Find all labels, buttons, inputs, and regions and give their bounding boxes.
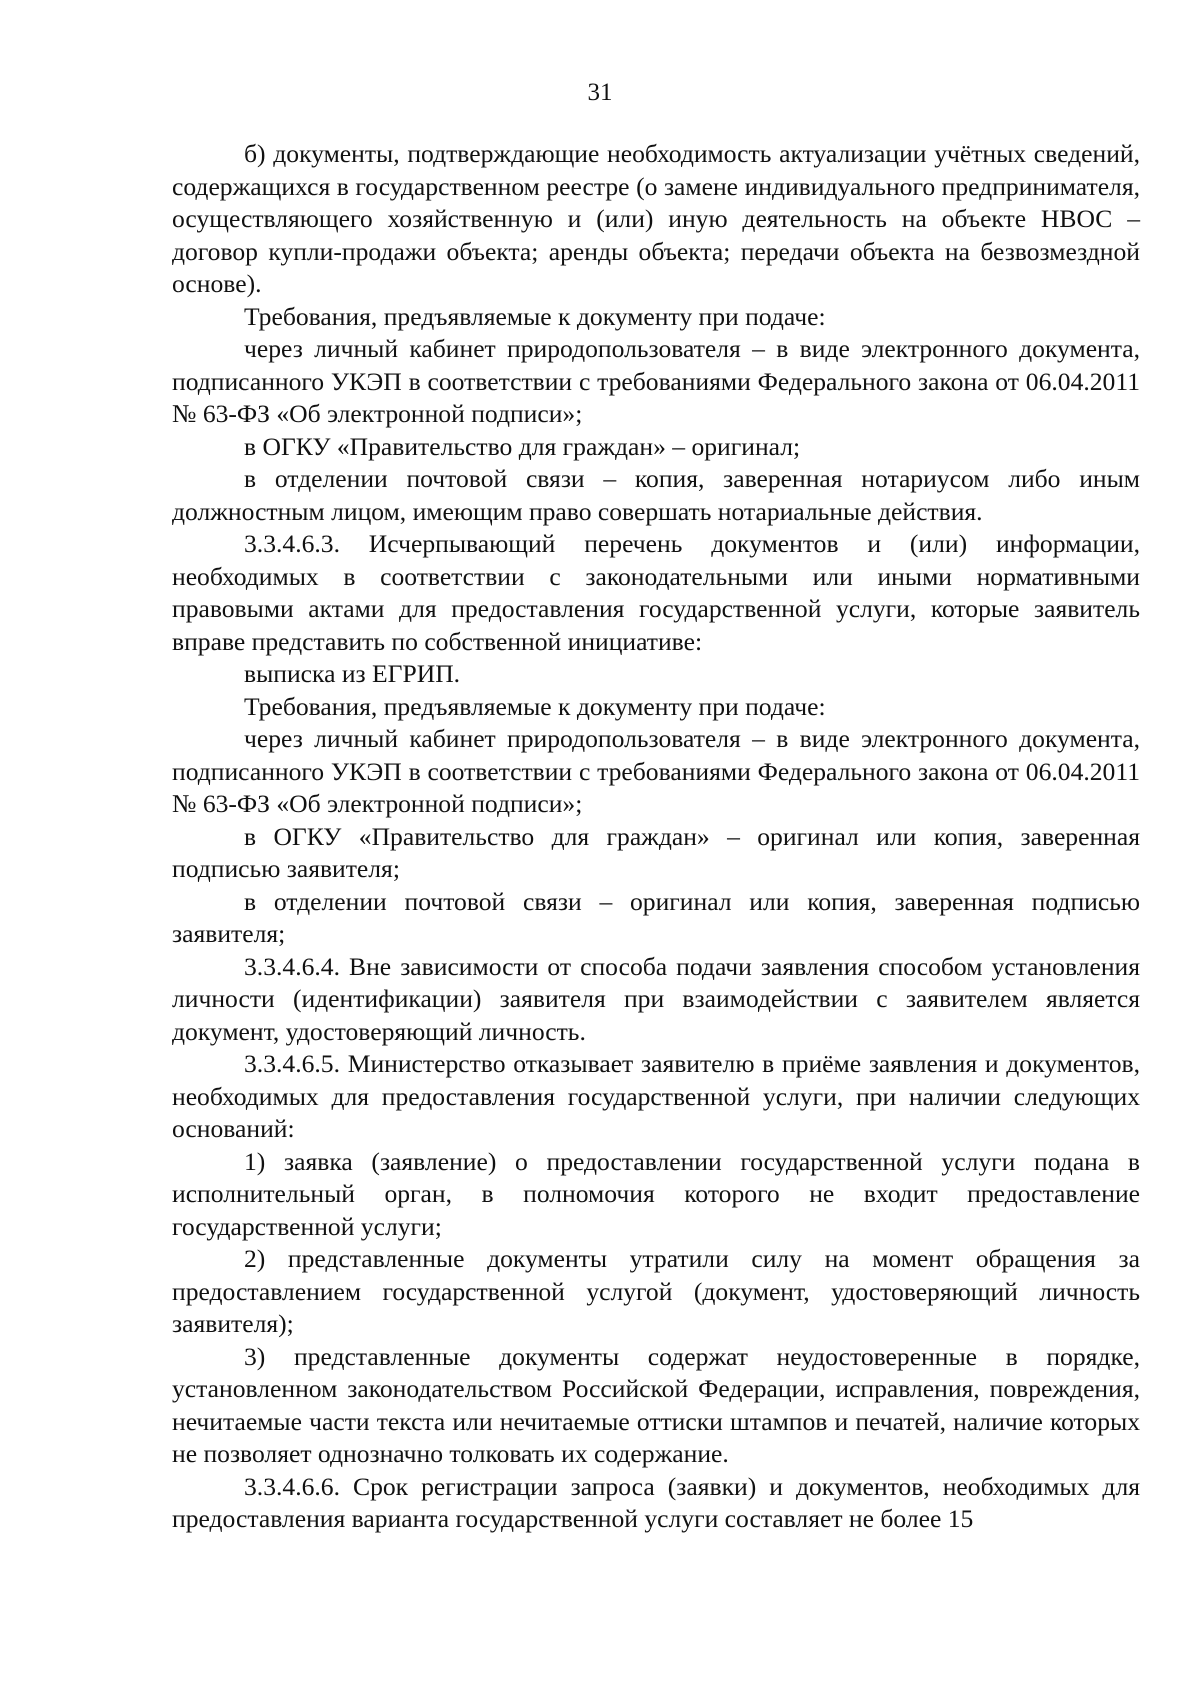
paragraph: 3.3.4.6.5. Министерство отказывает заявителю в приёме заявления и документов, необходимых для предоставления государственной услуги, при наличии следующих оснований:	[172, 1049, 1140, 1143]
page-number: 31	[587, 79, 613, 106]
paragraph: 3.3.4.6.3. Исчерпывающий перечень документов и (или) информации, необходимых в соответствии с законодательными или иными нормативными правовыми актами для предоставления государственной услуги, которые заявитель вправе представить по собственной инициативе:	[172, 529, 1140, 656]
paragraph: 3) представленные документы содержат неудостоверенные в порядке, установленном законодательством Российской Федерации, исправления, повреждения, нечитаемые части текста или нечитаемые оттиски штампов и печатей, наличие которых не позволяет однозначно толковать их содержание.	[172, 1341, 1140, 1468]
paragraph: 3.3.4.6.6. Срок регистрации запроса (заявки) и документов, необходимых для предоставления варианта государственной услуги составляет не более 15	[172, 1471, 1140, 1533]
paragraph: выписка из ЕГРИП.	[244, 659, 461, 688]
paragraph: в ОГКУ «Правительство для граждан» – оригинал или копия, заверенная подписью заявителя;	[172, 821, 1140, 883]
paragraph: в отделении почтовой связи – оригинал или копия, заверенная подписью заявителя;	[172, 886, 1140, 948]
paragraph: через личный кабинет природопользователя – в виде электронного документа, подписанного УКЭП в соответствии с требованиями Федерального закона от 06.04.2011 № 63-ФЗ «Об электронной подписи»;	[172, 724, 1140, 818]
paragraph: в ОГКУ «Правительство для граждан» – оригинал;	[244, 431, 801, 461]
paragraph: 1) заявка (заявление) о предоставлении государственной услуги подана в исполнительный орган, в полномочия которого не входит предоставление государственной услуги;	[172, 1146, 1140, 1241]
paragraph: через личный кабинет природопользователя – в виде электронного документа, подписанного УКЭП в соответствии с требованиями Федерального закона от 06.04.2011 № 63-ФЗ «Об электронной подписи»;	[172, 334, 1140, 428]
document-body	[172, 138, 1140, 1536]
paragraph: в отделении почтовой связи – копия, заверенная нотариусом либо иным должностным лицом, имеющим право совершать нотариальные действия.	[172, 464, 1140, 526]
paragraph: 2) представленные документы утратили силу на момент обращения за предоставлением государственной услугой (документ, удостоверяющий личность заявителя);	[172, 1244, 1140, 1338]
paragraph: б) документы, подтверждающие необходимость актуализации учётных сведений, содержащихся в государственном реестре (о замене индивидуального предпринимателя, осуществляющего хозяйственную и (или) иную деятельность на объекте НВОС – договор купли-продажи объекта; аренды объекта; передачи объекта на безвозмездной основе).	[172, 139, 1140, 298]
paragraph: 3.3.4.6.4. Вне зависимости от способа подачи заявления способом установления личности (идентификации) заявителя при взаимодействии с заявителем является документ, удостоверяющий личность.	[172, 951, 1140, 1046]
paragraph: Требования, предъявляемые к документу при подаче:	[244, 691, 826, 721]
paragraph: Требования, предъявляемые к документу при подаче:	[244, 301, 826, 331]
